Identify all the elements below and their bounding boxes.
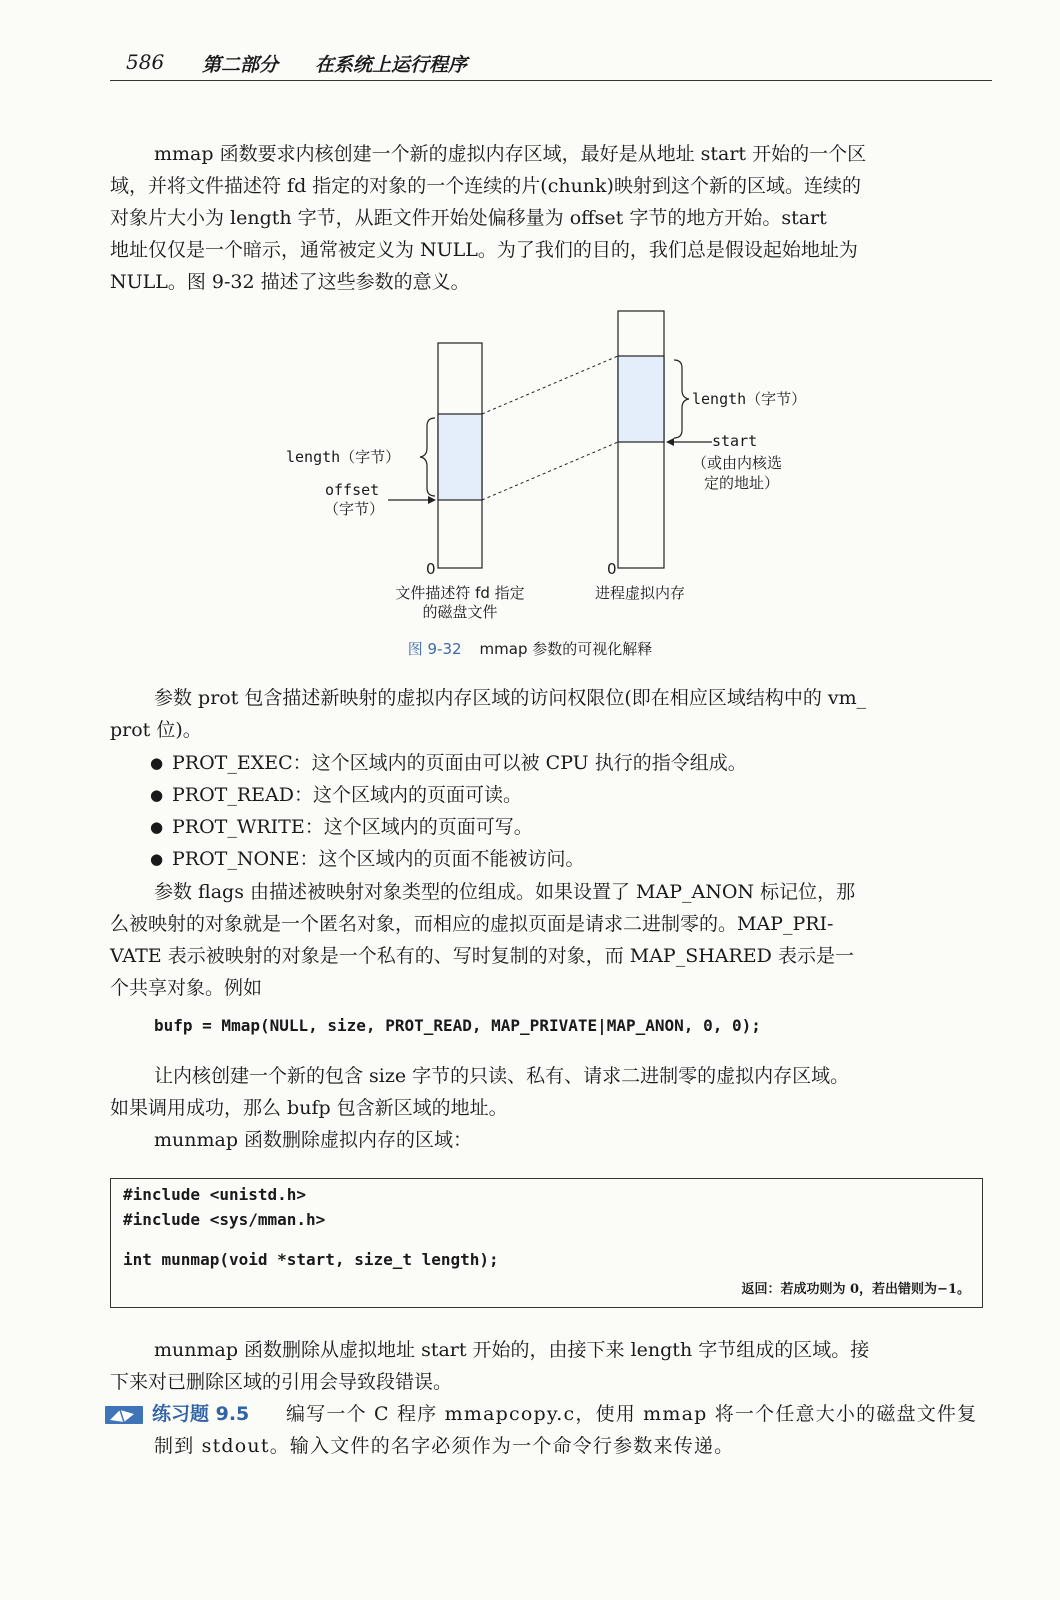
figure-caption-number: 图 9-32 xyxy=(407,640,462,658)
bullet-text: PROT_WRITE：这个区域内的页面可写。 xyxy=(172,816,533,838)
exercise-line-2: 制到 stdout。输入文件的名字必须作为一个命令行参数来传递。 xyxy=(154,1435,735,1457)
intro-line-1: mmap 函数要求内核创建一个新的虚拟内存区域，最好是从地址 start 开始的一个区 xyxy=(154,143,867,165)
mapping-line-bottom xyxy=(482,442,618,500)
munmap-desc-line-1: munmap 函数删除从虚拟地址 start 开始的，由接下来 length 字节组成的区域。接 xyxy=(154,1339,870,1361)
right-start-note-1: （或由内核选 xyxy=(692,454,783,472)
left-offset-label: offset xyxy=(325,481,380,499)
code-line-include-unistd: #include <unistd.h> xyxy=(123,1185,307,1204)
flags-line-4: 个共享对象。例如 xyxy=(110,977,263,999)
intro-line-3: 对象片大小为 length 字节，从距文件开始处偏移量为 offset 字节的地方开始。start xyxy=(110,207,827,229)
munmap-desc-line-2: 下来对已删除区域的引用会导致段错误。 xyxy=(110,1371,453,1393)
disk-file-mapped-chunk xyxy=(438,414,482,500)
header-part: 第二部分 xyxy=(202,54,279,76)
intro-line-5: NULL。图 9-32 描述了这些参数的意义。 xyxy=(110,271,470,293)
after-example-line-3: munmap 函数删除虚拟内存的区域： xyxy=(154,1129,473,1151)
left-offset-unit: （字节） xyxy=(324,500,385,518)
code-line-include-mman: #include <sys/mman.h> xyxy=(123,1210,326,1229)
process-vm-mapped-area xyxy=(618,356,664,442)
prot-bullet-list xyxy=(150,747,992,875)
bullet-dot-icon: ● xyxy=(150,786,164,804)
right-zero-label: 0 xyxy=(607,560,617,578)
flags-line-1: 参数 flags 由描述被映射对象类型的位组成。如果设置了 MAP_ANON 标记位，那 xyxy=(154,881,856,903)
right-length-label: length（字节） xyxy=(692,390,807,408)
exercise-label: 练习题 9.5 xyxy=(152,1403,250,1425)
flags-line-3: VATE 表示被映射的对象是一个私有的、写时复制的对象，而 MAP_SHARED 表示是一 xyxy=(110,945,854,967)
code-line-munmap-prototype: int munmap(void *start, size_t length); xyxy=(123,1250,499,1269)
bullet-dot-icon: ● xyxy=(150,754,164,772)
after-example-line-1: 让内核创建一个新的包含 size 字节的只读、私有、请求二进制零的虚拟内存区域。 xyxy=(154,1065,850,1087)
bullet-dot-icon: ● xyxy=(150,818,164,836)
prot-line-2: prot 位)。 xyxy=(110,719,202,741)
offset-arrowhead xyxy=(428,496,436,504)
right-length-brace xyxy=(674,360,689,438)
example-code: bufp = Mmap(NULL, size, PROT_READ, MAP_PRIVATE|MAP_ANON, 0, 0); xyxy=(154,1016,761,1035)
bullet-dot-icon: ● xyxy=(150,850,164,868)
running-header xyxy=(110,48,992,81)
figure-caption xyxy=(0,638,1060,659)
page-number: 586 xyxy=(126,50,165,74)
left-caption-line-2: 的磁盘文件 xyxy=(422,603,498,621)
list-item xyxy=(150,843,992,875)
list-item xyxy=(150,779,992,811)
prot-line-1: 参数 prot 包含描述新映射的虚拟内存区域的访问权限位(即在相应区域结构中的 vm_ xyxy=(154,687,867,709)
bullet-text: PROT_READ：这个区域内的页面可读。 xyxy=(172,784,522,806)
return-value-note: 返回：若成功则为 0，若出错则为−1。 xyxy=(741,1282,970,1297)
exercise-icon xyxy=(104,1404,146,1426)
after-example-line-2: 如果调用成功，那么 bufp 包含新区域的地址。 xyxy=(110,1097,508,1119)
mapping-line-top xyxy=(482,356,618,414)
left-caption-line-1: 文件描述符 fd 指定 xyxy=(395,584,525,602)
munmap-code-box xyxy=(110,1178,983,1308)
start-arrowhead xyxy=(666,438,674,446)
mmap-figure xyxy=(270,308,810,628)
left-zero-label: 0 xyxy=(426,560,436,578)
intro-line-2: 域，并将文件描述符 fd 指定的对象的一个连续的片(chunk)映射到这个新的区域。连续的 xyxy=(110,175,861,197)
header-chapter: 在系统上运行程序 xyxy=(315,54,468,76)
list-item xyxy=(150,747,992,779)
figure-caption-text: mmap 参数的可视化解释 xyxy=(479,640,653,658)
right-caption: 进程虚拟内存 xyxy=(594,584,685,602)
right-start-label: start xyxy=(712,432,758,450)
bullet-text: PROT_NONE：这个区域内的页面不能被访问。 xyxy=(172,848,585,870)
left-length-label: length（字节） xyxy=(286,448,401,466)
right-start-note-2: 定的地址） xyxy=(704,474,780,492)
flags-line-2: 么被映射的对象就是一个匿名对象，而相应的虚拟页面是请求二进制零的。MAP_PRI- xyxy=(110,913,834,935)
exercise-line-1: 编写一个 C 程序 mmapcopy.c，使用 mmap 将一个任意大小的磁盘文件复 xyxy=(286,1403,978,1425)
intro-line-4: 地址仅仅是一个暗示，通常被定义为 NULL。为了我们的目的，我们总是假设起始地址为 xyxy=(110,239,858,261)
list-item xyxy=(150,811,992,843)
left-length-brace xyxy=(420,418,435,496)
bullet-text: PROT_EXEC：这个区域内的页面由可以被 CPU 执行的指令组成。 xyxy=(172,752,747,774)
